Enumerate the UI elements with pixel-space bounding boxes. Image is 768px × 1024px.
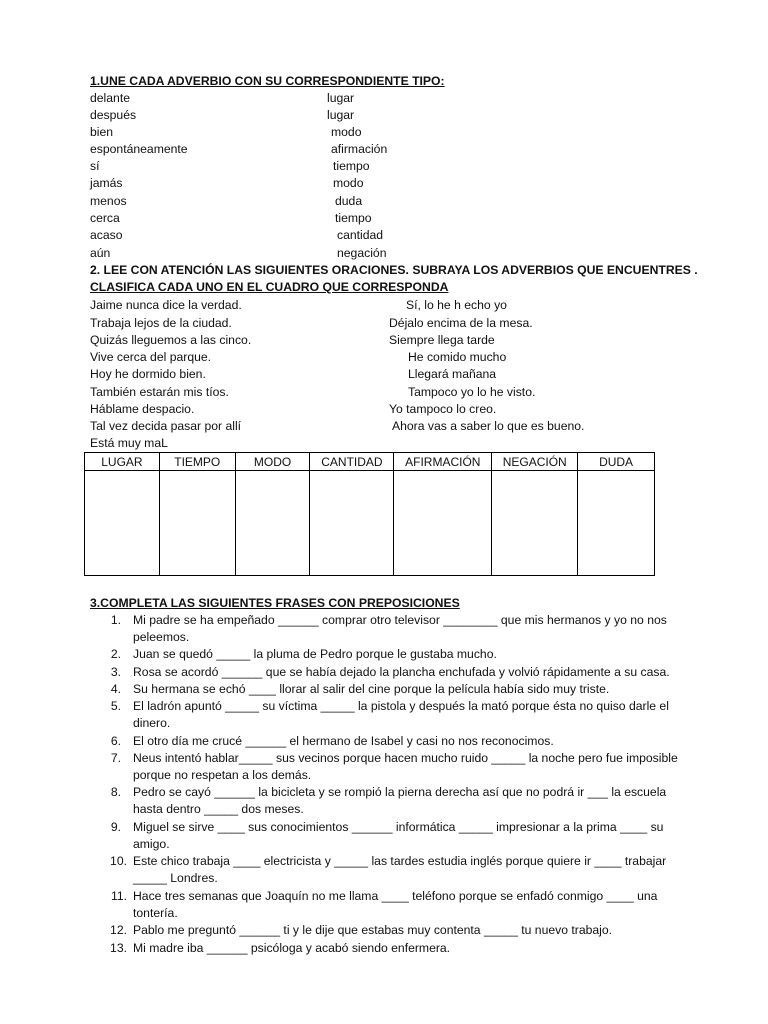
item-number: 12.	[110, 923, 127, 937]
answer-cell-negacion[interactable]	[492, 471, 578, 576]
adverb-item: jamás	[90, 176, 123, 190]
adverb-item: sí	[90, 159, 100, 173]
header-cantidad: CANTIDAD	[310, 453, 394, 471]
section2-subtitle: CLASIFICA CADA UNO EN EL CUADRO QUE CORRESPONDA	[90, 280, 449, 294]
header-lugar: LUGAR	[85, 453, 160, 471]
classification-table	[84, 452, 655, 576]
exercise-line: Pablo me preguntó ______ ti y le dije que estabas muy contenta _____ tu nuevo trabajo.	[133, 923, 613, 937]
sentence: Yo tampoco lo creo.	[389, 402, 497, 416]
sentence: Trabaja lejos de la ciudad.	[90, 316, 232, 330]
header-negacion: NEGACIÓN	[492, 453, 578, 471]
item-number: 2.	[110, 647, 121, 661]
section3-title: 3.COMPLETA LAS SIGUIENTES FRASES CON PREPOSICIONES	[90, 596, 460, 610]
item-number: 7.	[110, 751, 121, 765]
type-item: duda	[335, 194, 363, 208]
sentence: Está muy maL	[90, 436, 168, 450]
type-item: cantidad	[337, 228, 384, 242]
adverb-item: menos	[90, 194, 127, 208]
sentence: Jaime nunca dice la verdad.	[90, 298, 242, 312]
adverb-item: delante	[90, 91, 130, 105]
adverb-item: después	[90, 108, 137, 122]
exercise-line: hasta dentro _____ dos meses.	[133, 802, 304, 816]
exercise-line: El ladrón apuntó _____ su víctima _____ la pistola y después la mató porque ésta no quiso darle el	[133, 699, 669, 713]
exercise-line: amigo.	[133, 837, 170, 851]
table-header-row	[85, 453, 655, 471]
exercise-line: porque no respetan a los demás.	[133, 768, 312, 782]
answer-cell-duda[interactable]	[578, 471, 655, 576]
exercise-line: Hace tres semanas que Joaquín no me llama ____ teléfono porque se enfadó conmigo ____ una	[133, 889, 658, 903]
item-number: 3.	[110, 665, 121, 679]
type-item: modo	[333, 176, 364, 190]
exercise-line: dinero.	[133, 716, 171, 730]
exercise-line: Mi madre iba ______ psicóloga y acabó siendo enfermera.	[133, 941, 451, 955]
exercise-line: Su hermana se echó ____ llorar al salir del cine porque la película había sido muy triste.	[133, 682, 610, 696]
answer-cell-lugar[interactable]	[85, 471, 160, 576]
sentence: Tampoco yo lo he visto.	[408, 385, 536, 399]
item-number: 11.	[110, 889, 127, 903]
adverb-item: espontáneamente	[90, 142, 188, 156]
exercise-line: Neus intentó hablar_____ sus vecinos porque hacen mucho ruido _____ la noche pero fue imposible	[133, 751, 678, 765]
sentence: Quizás lleguemos a las cinco.	[90, 333, 252, 347]
item-number: 13.	[110, 941, 127, 955]
section2-title: 2. LEE CON ATENCIÓN LAS SIGUIENTES ORACIONES. SUBRAYA LOS ADVERBIOS QUE ENCUENTRES .	[90, 263, 698, 277]
exercise-line: _____ Londres.	[133, 871, 218, 885]
answer-cell-modo[interactable]	[235, 471, 310, 576]
sentence: Sí, lo he h echo yo	[406, 298, 507, 312]
item-number: 4.	[110, 682, 121, 696]
type-item: lugar	[327, 91, 355, 105]
type-item: afirmación	[331, 142, 388, 156]
item-number: 9.	[110, 820, 121, 834]
type-item: negación	[337, 246, 387, 260]
sentence: Llegará mañana	[408, 367, 497, 381]
item-number: 6.	[110, 734, 121, 748]
header-modo: MODO	[235, 453, 310, 471]
sentence: He comido mucho	[408, 350, 507, 364]
item-number: 10.	[110, 854, 127, 868]
answer-cell-cantidad[interactable]	[310, 471, 394, 576]
sentence: Siempre llega tarde	[389, 333, 495, 347]
header-afirmacion: AFIRMACIÓN	[394, 453, 492, 471]
exercise-line: Miguel se sirve ____ sus conocimientos ______ informática _____ impresionar a la prima ____ su	[133, 820, 664, 834]
sentence: También estarán mis tíos.	[90, 385, 229, 399]
exercise-line: El otro día me crucé ______ el hermano de Isabel y casi no nos reconocimos.	[133, 734, 554, 748]
type-item: tiempo	[335, 211, 372, 225]
sentence: Ahora vas a saber lo que es bueno.	[392, 419, 585, 433]
exercise-line: Juan se quedó _____ la pluma de Pedro porque le gustaba mucho.	[133, 647, 497, 661]
exercise-line: tontería.	[133, 906, 178, 920]
adverb-item: cerca	[90, 211, 120, 225]
table-answer-row	[85, 471, 655, 576]
item-number: 8.	[110, 785, 121, 799]
exercise-line: Pedro se cayó ______ la bicicleta y se rompió la pierna derecha así que no podrá ir ___ la escuela	[133, 785, 667, 799]
item-number: 5.	[110, 699, 121, 713]
type-item: tiempo	[333, 159, 370, 173]
answer-cell-afirmacion[interactable]	[394, 471, 492, 576]
section1-title: 1.UNE CADA ADVERBIO CON SU CORRESPONDIENTE TIPO:	[90, 74, 445, 88]
adverb-item: bien	[90, 125, 114, 139]
type-item: lugar	[327, 108, 355, 122]
sentence: Tal vez decida pasar por allí	[90, 419, 242, 433]
answer-cell-tiempo[interactable]	[159, 471, 235, 576]
sentence: Vive cerca del parque.	[90, 350, 212, 364]
adverb-item: aún	[90, 246, 111, 260]
sentence: Déjalo encima de la mesa.	[389, 316, 533, 330]
exercise-line: peleemos.	[133, 630, 190, 644]
type-item: modo	[331, 125, 362, 139]
exercise-line: Este chico trabaja ____ electricista y _____ las tardes estudia inglés porque quiere ir ____ trabajar	[133, 854, 667, 868]
sentence: Hoy he dormido bien.	[90, 367, 206, 381]
header-duda: DUDA	[578, 453, 655, 471]
header-tiempo: TIEMPO	[159, 453, 235, 471]
sentence: Háblame despacio.	[90, 402, 195, 416]
exercise-line: Rosa se acordó ______ que se había dejado la plancha enchufada y volvió rápidamente a su casa.	[133, 665, 670, 679]
item-number: 1.	[110, 613, 121, 627]
exercise-line: Mi padre se ha empeñado ______ comprar otro televisor ________ que mis hermanos y yo no nos	[133, 613, 667, 627]
adverb-item: acaso	[90, 228, 123, 242]
